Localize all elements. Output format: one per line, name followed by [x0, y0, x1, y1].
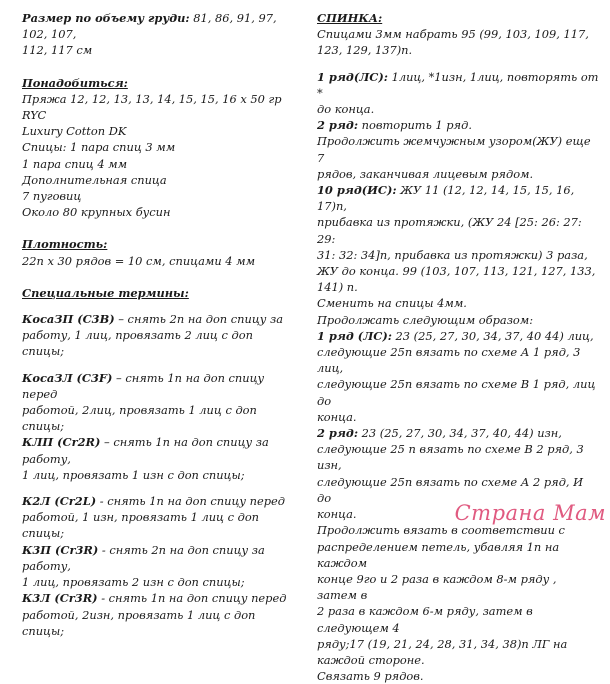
row2-label: 2 ряд:	[317, 118, 359, 133]
term-desc: – снять 2п на доп спицу за	[114, 312, 283, 327]
row10-cont: 141) п.	[317, 280, 358, 295]
cont-line: 2 раза в каждом 6-м ряду, затем в следующем 4	[317, 604, 533, 635]
r1-cont: конца.	[317, 409, 357, 424]
row1-line	[317, 69, 599, 101]
r2-cont: следующие 25 п вязать по схеме В 2 ряд, 3 изн,	[317, 442, 584, 473]
term-line-2: 1 лиц, провязать 1 изн с доп спицы;	[22, 467, 245, 482]
r1-line	[317, 328, 599, 344]
r2-text: 23 (25, 27, 30, 34, 37, 40, 44) изн,	[358, 426, 562, 441]
needed-title: Понадобиться:	[22, 75, 128, 90]
needed-item: Около 80 крупных бусин	[22, 205, 171, 220]
size-label: Размер по объему груди:	[22, 11, 190, 25]
back-intro-line: 123, 129, 137)п.	[317, 43, 413, 58]
term-line	[22, 590, 294, 606]
site-watermark: Страна Мам	[454, 501, 606, 525]
right-column	[317, 10, 599, 684]
cont-line: каждой стороне.	[317, 652, 425, 667]
pearl-line: рядов, заканчивая лицевым рядом.	[317, 166, 534, 181]
size-values: 81, 86, 91, 97, 102, 107,	[22, 11, 277, 42]
terms-title: Специальные термины:	[22, 285, 189, 300]
cont-line: ряду;17 (19, 21, 24, 28, 31, 34, 38)п ЛГ на	[317, 636, 568, 651]
needed-list	[22, 91, 294, 221]
term-line-2: работой, 2лиц, провязать 1 лиц с доп спицы;	[22, 403, 257, 434]
term-desc: - снять 2п на доп спицу за работу,	[22, 542, 265, 573]
row10-cont: прибавка из протяжки, (ЖУ 24 [25: 26: 27: 29:	[317, 215, 582, 246]
cont-line: распределением петель, убавляя 1п на каждом	[317, 539, 560, 570]
term-line-2: работу, 1 лиц, провязать 2 лиц с доп спицы;	[22, 328, 253, 359]
row1-line-2: до конца.	[317, 102, 375, 117]
term-name: КосаЗП (С3В)	[22, 312, 115, 327]
cont-line: конце 9го и 2 раза в каждом 8-м ряду , затем в	[317, 571, 557, 603]
term-line-2: 1 лиц, провязать 2 изн с доп спицы;	[22, 575, 245, 590]
term-name: КосаЗЛ (С3F)	[22, 370, 113, 385]
needed-item: 1 пара спиц 4 мм	[22, 156, 128, 171]
term-name: КЛП (Cr2R)	[22, 435, 101, 450]
row10-cont: 31: 32: 34]п, прибавка из протяжки) 3 раза,	[317, 247, 588, 262]
r2-line	[317, 425, 599, 441]
r1-text: 23 (25, 27, 30, 34, 37, 40 44) лиц,	[391, 328, 594, 343]
term-name: К3П (Cr3R)	[22, 542, 99, 557]
term-line	[22, 434, 294, 466]
row10-line	[317, 182, 599, 214]
density-text: 22п х 30 рядов = 10 см, спицами 4 мм	[22, 253, 256, 268]
term-line-2: работой, 1 изн, провязать 1 лиц с доп спицы;	[22, 510, 260, 541]
term-line	[22, 311, 294, 327]
row10-label: 10 ряд(ИС):	[317, 183, 397, 198]
back-intro-line: Спицами 3мм набрать 95 (99, 103, 109, 117,	[317, 27, 589, 42]
term-line-2: работой, 2изн, провязать 1 лиц с доп спицы;	[22, 607, 256, 638]
term-line	[22, 370, 294, 402]
cont-line: Продолжить вязать в соответствии с	[317, 523, 565, 538]
back-title: СПИНКА:	[317, 11, 383, 25]
needed-item: Дополнительная спица	[22, 172, 167, 187]
r2-cont: следующие 25п вязать по схеме А 2 ряд, И до	[317, 474, 584, 505]
term-desc: – снять 1п на доп спицу перед	[22, 370, 265, 401]
row10-cont: ЖУ до конца. 99 (103, 107, 113, 121, 127, 133,	[317, 264, 596, 279]
row1-text: 1лиц, *1изн, 1лиц, повторять от *	[317, 69, 599, 100]
change-line: Сменить на спицы 4мм.	[317, 296, 467, 311]
r1-cont: следующие 25п вязать по схеме А 1 ряд, 3 лиц,	[317, 345, 581, 376]
r1-label: 1 ряд (ЛС):	[317, 328, 392, 343]
term-line	[22, 542, 294, 574]
left-column	[22, 10, 294, 639]
terms-list	[22, 311, 294, 639]
r2-label: 2 ряд:	[317, 426, 359, 441]
row1-label: 1 ряд(ЛС):	[317, 69, 388, 84]
change-line: Продолжать следующим образом:	[317, 312, 534, 327]
needed-item: Пряжа 12, 12, 13, 13, 14, 15, 15, 16 х 50 гр RYC	[22, 91, 282, 123]
term-line	[22, 493, 294, 509]
r2-cont: конца.	[317, 507, 357, 522]
row2-text: повторить 1 ряд.	[358, 118, 472, 133]
term-desc: - снять 1п на доп спицу перед	[96, 494, 285, 509]
needed-item: 7 пуговиц	[22, 189, 82, 204]
term-desc: - снять 1п на доп спицу перед	[97, 591, 287, 606]
needed-item: Luxury Cotton DK	[22, 124, 127, 139]
term-desc: – снять 1п на доп спицу за работу,	[22, 435, 269, 466]
size-line	[22, 10, 294, 42]
density-title: Плотность:	[22, 237, 108, 252]
row2-line	[317, 117, 599, 133]
size-line-2: 112, 117 см	[22, 43, 93, 58]
cont-line: Связать 9 рядов.	[317, 669, 424, 684]
term-name: К3Л (Cr3R)	[22, 591, 98, 606]
pearl-line: Продолжить жемчужным узором(ЖУ) еще 7	[317, 134, 591, 165]
r1-cont: следующие 25п вязать по схеме В 1 ряд, лиц до	[317, 377, 596, 408]
row10-text: ЖУ 11 (12, 12, 14, 15, 15, 16, 17)п,	[317, 183, 575, 214]
term-name: К2Л (Cr2L)	[22, 494, 97, 509]
needed-item: Спицы: 1 пара спиц 3 мм	[22, 140, 176, 155]
